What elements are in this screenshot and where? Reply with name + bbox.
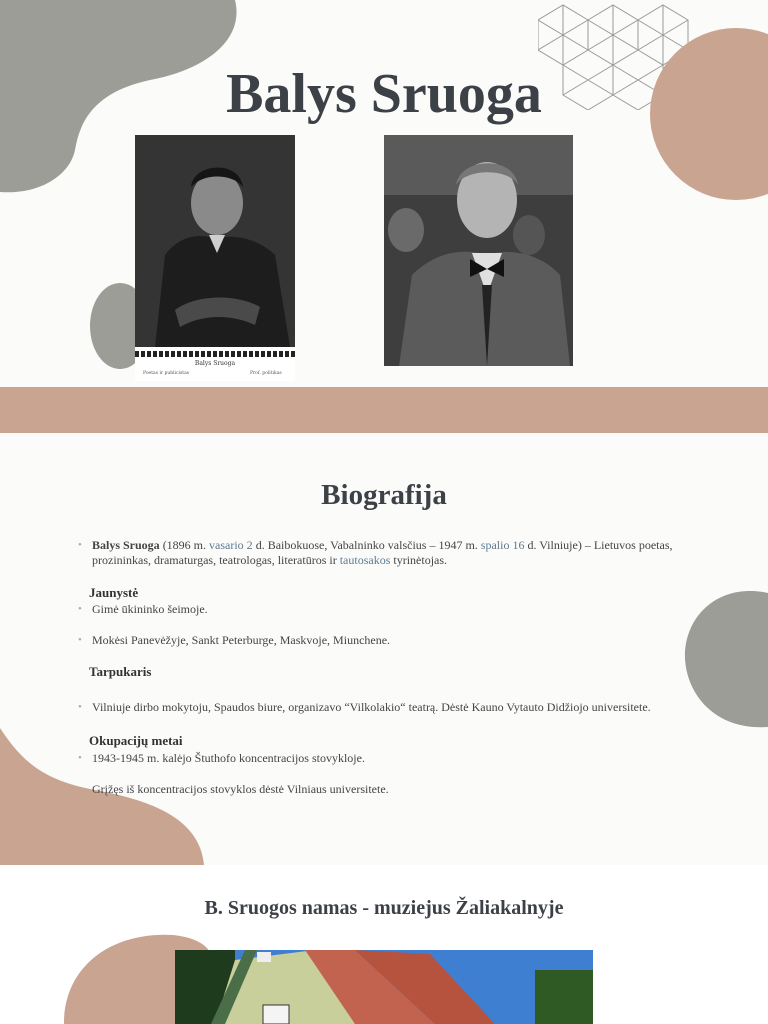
museum-photo (175, 950, 593, 1024)
intro-text-4: tyrinėtojas. (390, 553, 448, 567)
portrait-young-image (135, 135, 295, 347)
intro-link-tautosaka[interactable]: tautosakos (339, 553, 391, 567)
portrait-older-image (384, 135, 573, 366)
portrait-young-subcaption-right: Prof. politikas (250, 371, 282, 376)
youth-bullet-2: • Mokėsi Panevėžyje, Sankt Peterburge, Maskvoje, Miunchene. (78, 633, 712, 648)
portrait-young (135, 135, 295, 381)
portrait-young-border (135, 351, 295, 357)
slide-title (0, 0, 768, 387)
youth-bullet-1: • Gimė ūkininko šeimoje. (78, 602, 712, 617)
section-heading-youth: Jaunystė (89, 585, 139, 600)
museum-photo-image (175, 950, 593, 1024)
portrait-older (384, 135, 573, 366)
divider-band (0, 387, 768, 433)
intro-date-2[interactable]: spalio 16 (480, 538, 525, 552)
intro-text-2: d. Baibokuose, Vabalninko valsčius – 1947 m. (252, 538, 481, 552)
portrait-young-caption: Balys Sruoga (194, 360, 236, 367)
occupation-bullet-1: • 1943-1945 m. kalėjo Štuthofo koncentracijos stovykloje. (78, 751, 712, 766)
intro-text-1: (1896 m. (159, 538, 210, 552)
portrait-young-subcaption-left: Poetas ir publicistas (143, 371, 190, 376)
museum-title: B. Sruogos namas - muziejus Žaliakalnyje (204, 897, 564, 919)
biography-title: Biografija (321, 479, 447, 511)
intro-text-3: d. Vilniuje) – Lietuvos poetas, prozininkas, dramaturgas, teatrologas, literatūros ir (92, 538, 673, 567)
slide-biography (0, 433, 768, 865)
page-title: Balys Sruoga (226, 63, 542, 125)
intro-name: Balys Sruoga (92, 538, 160, 552)
intro-date-1[interactable]: vasario 2 (209, 538, 253, 552)
intro-bullet (78, 538, 712, 568)
interwar-bullet-1: • Vilniuje dirbo mokytoju, Spaudos biure, organizavo “Vilkolakio“ teatrą. Dėstė Kauno Vytauto Didžiojo universitete. (78, 700, 712, 715)
section-heading-occupation: Okupacijų metai (89, 733, 183, 748)
section-heading-interwar: Tarpukaris (89, 664, 152, 679)
occupation-bullet-2: • Grįžęs iš koncentracijos stovyklos dėstė Vilniaus universitete. (78, 782, 712, 797)
slide-museum (0, 865, 768, 1024)
